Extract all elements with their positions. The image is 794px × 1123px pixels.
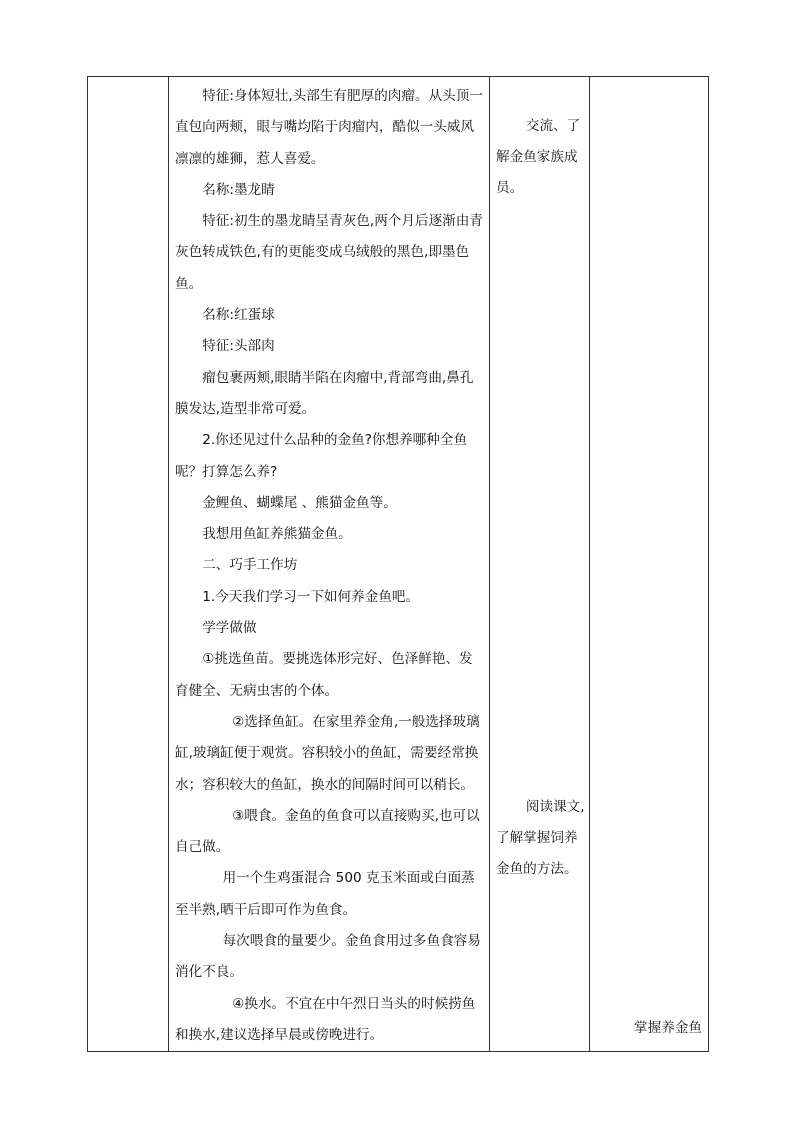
content-paragraph: 特征:初生的墨龙睛呈青灰色,两个月后逐渐由青灰色转成铁色,有的更能变成乌绒般的黑色,即墨色鱼。 [175, 213, 483, 292]
content-paragraph: 每次喂食的量要少。金鱼食用过多鱼食容易消化不良。 [175, 933, 481, 981]
content-paragraph: 1.今天我们学习一下如何养金鱼吧。 [202, 588, 420, 605]
teaching-content-cell [169, 77, 490, 1052]
content-paragraph: 名称:墨龙睛 [202, 181, 275, 198]
content-paragraph: 名称:红蛋球 [202, 307, 275, 324]
content-paragraph: 学学做做 [202, 620, 257, 637]
section-cell [88, 77, 169, 1052]
content-paragraph: 特征:头部肉 [202, 338, 275, 355]
content-paragraph: ④换水。不宜在中午烈日当头的时候捞鱼和换水,建议选择早晨或傍晚进行。 [175, 995, 476, 1043]
content-paragraph: 2.你还见过什么品种的金鱼?你想养哪种全鱼呢？打算怎么养? [175, 432, 468, 480]
content-paragraph: ③喂食。金鱼的鱼食可以直接购买,也可以自己做。 [175, 807, 480, 856]
content-paragraph: 用一个生鸡蛋混合 500 克玉米面或白面蒸至半熟,晒干后即可作为鱼食。 [175, 870, 475, 918]
activity-note-exchange: 交流、了解金鱼家族成员。 [496, 118, 581, 196]
teaching-content [169, 77, 489, 1051]
content-paragraph: ②选择鱼缸。在家里养金角,一般选择玻璃缸,玻璃缸便于观赏。容积较小的鱼缸，需要经常换水；容积较大的鱼缸，换水的间隔时间可以稍长。 [175, 713, 480, 793]
goal-text: 掌握养金鱼 [634, 1020, 702, 1036]
content-paragraph: ①挑选鱼苗。要挑选体形完好、色泽鲜艳、发育健全、无病虫害的个体。 [175, 651, 473, 699]
content-paragraph: 瘤包裹两颊,眼睛半陷在肉瘤中,背部弯曲,鼻孔膜发达,造型非常可爱。 [175, 369, 474, 417]
content-paragraph: 金鲤鱼、蝴蝶尾 、熊猫金鱼等。 [202, 494, 397, 511]
design-intent-cell [590, 77, 709, 1052]
content-paragraph: 我想用鱼缸养熊猫金鱼。 [202, 526, 352, 543]
content-paragraph: 特征:身体短壮,头部生有肥厚的肉瘤。从头顶一直包向两颊，眼与嘴均陷于肉瘤内，酷似一头威风凛凛的雄狮，惹人喜爱。 [175, 88, 483, 167]
table-row [88, 77, 709, 1052]
section-heading: 二、巧手工作坊 [202, 557, 298, 574]
lesson-plan-table [87, 76, 709, 1052]
student-activity-cell [490, 77, 590, 1052]
activity-note-reading: 阅读课文,了解掌握饲养金鱼的方法。 [496, 799, 585, 877]
